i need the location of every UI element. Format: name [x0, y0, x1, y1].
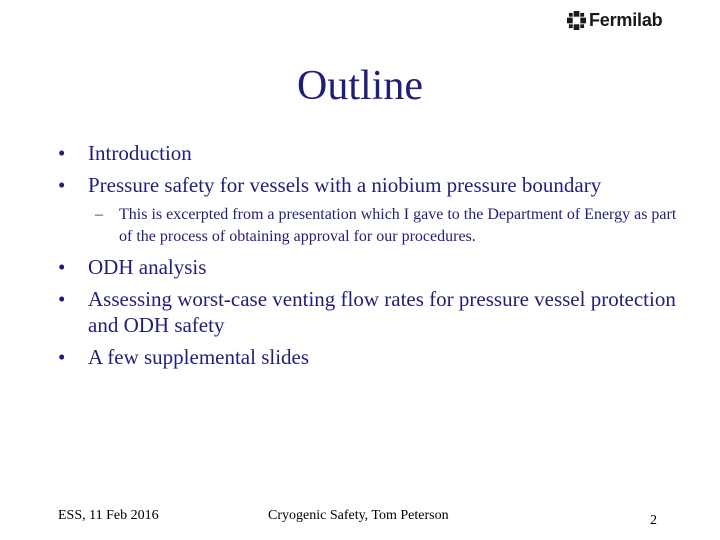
bullet-marker: •: [58, 255, 66, 279]
list-item-text: Pressure safety for vessels with a niobium pressure boundary: [88, 173, 602, 197]
slide-title: Outline: [297, 63, 423, 109]
footer-event: ESS, 11 Feb 2016: [58, 508, 159, 523]
list-item-text: ODH analysis: [88, 255, 207, 279]
list-item: [58, 254, 678, 280]
dash-marker: –: [95, 206, 103, 223]
list-item-text: A few supplemental slides: [88, 345, 310, 369]
list-item: [58, 172, 678, 198]
list-item: [58, 344, 678, 370]
logo-text: Fermilab: [589, 10, 663, 30]
fermilab-logo-icon: [567, 11, 586, 30]
list-item: [58, 286, 678, 338]
list-item-text: Assessing worst-case venting flow rates for pressure vessel protection and ODH safety: [88, 287, 676, 337]
outline-list: [58, 140, 678, 370]
page-number: 2: [650, 513, 657, 528]
bullet-marker: •: [58, 173, 66, 197]
bullet-marker: •: [58, 141, 66, 165]
bullet-marker: •: [58, 287, 66, 311]
sub-list-item: [58, 204, 678, 248]
fermilab-logo: [567, 10, 662, 31]
list-item-text: Introduction: [88, 141, 192, 165]
list-item: [58, 140, 678, 166]
footer-title: Cryogenic Safety, Tom Peterson: [268, 508, 449, 523]
bullet-marker: •: [58, 345, 66, 369]
sub-list-item-text: This is excerpted from a presentation which I gave to the Department of Energy as part of the process of obtaining approval for our procedures.: [119, 206, 677, 245]
